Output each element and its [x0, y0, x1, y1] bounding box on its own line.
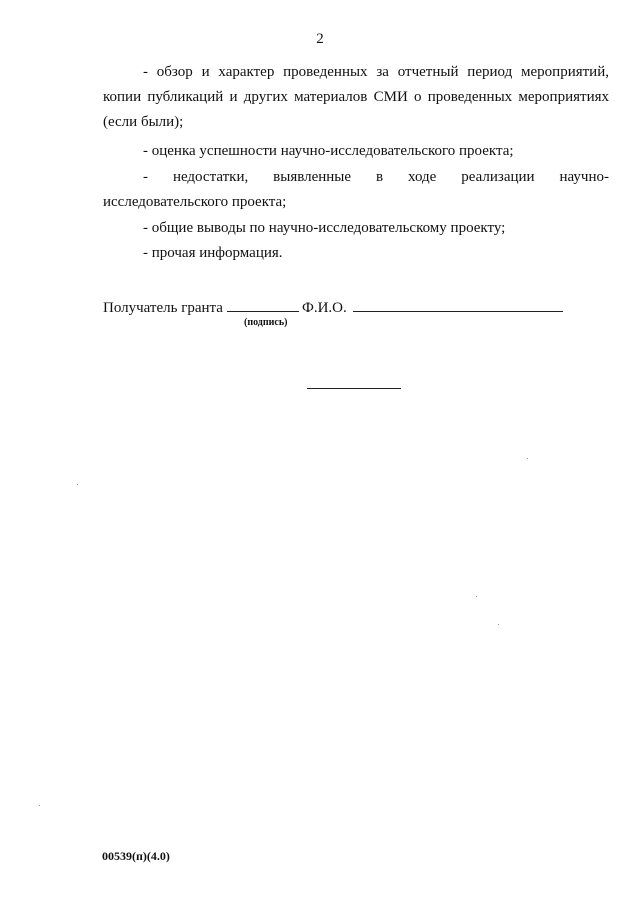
- scan-speck: [476, 596, 477, 597]
- list-item-shortcomings: [103, 165, 609, 215]
- page-number: 2: [316, 31, 324, 47]
- list-item-assessment: - оценка успешности научно-исследовательского проекта;: [143, 143, 514, 159]
- shortcomings-word: реализации: [461, 169, 535, 185]
- shortcomings-first-line: [103, 165, 609, 190]
- list-item-overview: - обзор и характер проведенных за отчетный период мероприятий, копии публикаций и других материалов СМИ о проведенных мероприятиях (если были);: [103, 64, 609, 130]
- fio-blank: [353, 297, 563, 312]
- shortcomings-word: в: [375, 169, 384, 185]
- form-code: 00539(п)(4.0): [102, 849, 170, 863]
- end-of-document-rule: [307, 388, 401, 389]
- recipient-label: Получатель гранта: [103, 300, 223, 316]
- shortcomings-word: выявленные: [273, 169, 352, 185]
- fio-label: Ф.И.О.: [301, 300, 347, 316]
- shortcomings-word: -: [143, 169, 148, 185]
- scan-speck: [39, 805, 40, 806]
- signature-blank: [227, 297, 299, 312]
- shortcomings-word: недостатки,: [172, 169, 249, 185]
- shortcomings-continuation: исследовательского проекта;: [103, 194, 287, 210]
- scan-speck: [527, 458, 528, 459]
- list-item-other-info: - прочая информация.: [143, 245, 283, 261]
- scan-speck: [77, 484, 78, 485]
- list-item-conclusions: - общие выводы по научно-исследовательскому проекту;: [143, 220, 506, 236]
- signature-caption: (подпись): [244, 317, 288, 328]
- shortcomings-word: ходе: [408, 169, 437, 185]
- scan-speck: [498, 624, 499, 625]
- shortcomings-word: научно-: [559, 169, 609, 185]
- signature-line: [103, 297, 563, 319]
